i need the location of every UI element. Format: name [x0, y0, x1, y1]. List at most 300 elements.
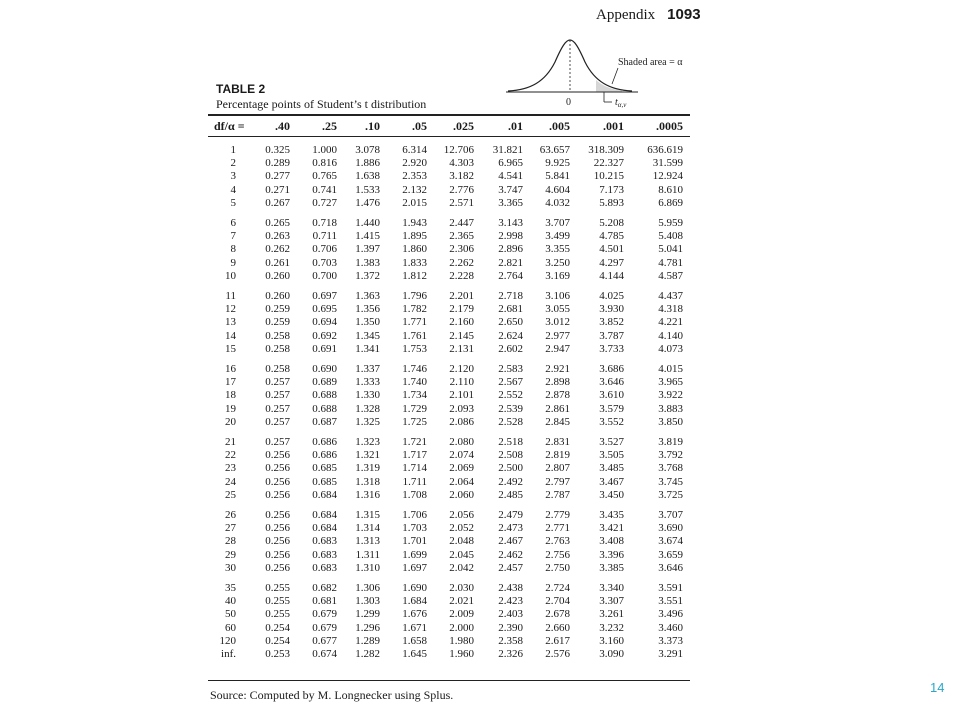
- table-cell: 1.638: [355, 170, 380, 183]
- table-cell: 10.215: [593, 170, 624, 183]
- table-cell: 0.691: [312, 342, 337, 355]
- table-cell: 0.257: [265, 376, 290, 389]
- table-cell: 2.353: [402, 170, 427, 183]
- table-cell: 1.372: [355, 269, 380, 282]
- table-cell: 3.307: [599, 595, 624, 608]
- table-cell: 2.660: [545, 621, 570, 634]
- table-cell: 2.821: [498, 256, 523, 269]
- table-cell: 2.326: [498, 648, 523, 660]
- table-cell: 0.262: [265, 243, 290, 256]
- table-cell: 3.355: [545, 243, 570, 256]
- table-cell: 0.684: [312, 488, 337, 501]
- table-cell: 2.473: [498, 522, 523, 535]
- table-cell: 12.924: [652, 170, 683, 183]
- table-cell: 4.025: [599, 290, 624, 302]
- table-cell: 2.306: [449, 243, 474, 256]
- table-cell: 1.690: [402, 582, 427, 594]
- table-cell: 0.256: [265, 462, 290, 475]
- table-cell: 2.998: [498, 230, 523, 243]
- table-cell: 0.259: [265, 316, 290, 329]
- table-cell: 2.074: [449, 449, 474, 462]
- table-cell: 2.131: [449, 342, 474, 355]
- table-cell: 1.282: [355, 648, 380, 660]
- table-cell: 0.683: [312, 535, 337, 548]
- table-cell: 2.977: [545, 329, 570, 342]
- df-cell: 8: [230, 243, 236, 256]
- df-cell: 24: [225, 475, 236, 488]
- table-cell: 12.706: [443, 144, 474, 156]
- table-cell: 1.319: [355, 462, 380, 475]
- table-cell: 3.965: [658, 376, 683, 389]
- df-cell: 6: [230, 217, 236, 229]
- table-cell: 2.764: [498, 269, 523, 282]
- table-cell: 2.756: [545, 548, 570, 561]
- table-cell: 3.169: [545, 269, 570, 282]
- df-cell: 16: [225, 363, 236, 375]
- table-cell: 1.314: [355, 522, 380, 535]
- table-cell: 2.920: [402, 157, 427, 170]
- table-cell: 1.383: [355, 256, 380, 269]
- df-cell: 25: [225, 488, 236, 501]
- table-cell: 2.763: [545, 535, 570, 548]
- df-cell: 21: [225, 436, 236, 448]
- table-cell: 2.539: [498, 402, 523, 415]
- table-cell: 2.358: [498, 634, 523, 647]
- table-cell: 2.228: [449, 269, 474, 282]
- table-cell: 5.408: [658, 230, 683, 243]
- table-cell: 0.258: [265, 329, 290, 342]
- table-cell: 2.583: [498, 363, 523, 375]
- table-cell: 636.619: [647, 144, 683, 156]
- table-cell: 4.144: [599, 269, 624, 282]
- table-cell: 2.069: [449, 462, 474, 475]
- table-cell: 1.796: [402, 290, 427, 302]
- table-cell: 0.259: [265, 303, 290, 316]
- table-cell: 0.256: [265, 561, 290, 574]
- table-cell: 0.255: [265, 608, 290, 621]
- df-cell: 30: [225, 561, 236, 574]
- table-cell: 1.761: [402, 329, 427, 342]
- table-cell: 3.527: [599, 436, 624, 448]
- table-cell: 0.694: [312, 316, 337, 329]
- table-cell: 0.256: [265, 475, 290, 488]
- table-cell: 8.610: [658, 183, 683, 196]
- table-cell: 318.309: [588, 144, 624, 156]
- table-cell: 6.965: [498, 157, 523, 170]
- table-cell: 3.365: [498, 196, 523, 209]
- table-cell: 63.657: [539, 144, 570, 156]
- table-cell: 2.500: [498, 462, 523, 475]
- table-cell: 1.714: [402, 462, 427, 475]
- table-cell: 1.729: [402, 402, 427, 415]
- column-header: .25: [322, 119, 337, 133]
- df-cell: 13: [225, 316, 236, 329]
- table-cell: 1.289: [355, 634, 380, 647]
- table-cell: 4.303: [449, 157, 474, 170]
- table-cell: 2.831: [545, 436, 570, 448]
- table-cell: 3.496: [658, 608, 683, 621]
- table-cell: 3.182: [449, 170, 474, 183]
- table-cell: 3.232: [599, 621, 624, 634]
- shaded-area-label: Shaded area = α: [618, 57, 683, 68]
- df-cell: 12: [225, 303, 236, 316]
- table-cell: 0.679: [312, 621, 337, 634]
- table-cell: 2.878: [545, 389, 570, 402]
- table-cell: 1.703: [402, 522, 427, 535]
- table-cell: 0.256: [265, 449, 290, 462]
- table-cell: 2.650: [498, 316, 523, 329]
- table-cell: 1.960: [449, 648, 474, 660]
- table-cell: 2.896: [498, 243, 523, 256]
- df-cell: 20: [225, 415, 236, 428]
- table-cell: 3.707: [545, 217, 570, 229]
- table-cell: 3.733: [599, 342, 624, 355]
- table-cell: 4.015: [658, 363, 683, 375]
- df-cell: 5: [230, 196, 236, 209]
- column-header: .005: [549, 119, 570, 133]
- table-cell: 4.140: [658, 329, 683, 342]
- table-cell: 1.337: [355, 363, 380, 375]
- table-cell: 0.685: [312, 462, 337, 475]
- table-cell: 0.688: [312, 389, 337, 402]
- table-cell: 2.845: [545, 415, 570, 428]
- table-cell: 1.753: [402, 342, 427, 355]
- df-cell: 11: [225, 290, 236, 302]
- table-cell: 2.718: [498, 290, 523, 302]
- table-cell: 7.173: [599, 183, 624, 196]
- table-cell: 1.440: [355, 217, 380, 229]
- table-cell: 0.325: [265, 144, 290, 156]
- table-cell: 2.485: [498, 488, 523, 501]
- table-cell: 2.056: [449, 509, 474, 521]
- table-cell: 2.787: [545, 488, 570, 501]
- table-cell: 2.567: [498, 376, 523, 389]
- table-cell: 3.012: [545, 316, 570, 329]
- df-cell: 17: [225, 376, 236, 389]
- table-cell: 3.768: [658, 462, 683, 475]
- table-cell: 0.686: [312, 449, 337, 462]
- table-cell: 2.750: [545, 561, 570, 574]
- table-cell: 2.467: [498, 535, 523, 548]
- table-cell: 1.316: [355, 488, 380, 501]
- df-cell: 4: [230, 183, 236, 196]
- table-cell: 3.792: [658, 449, 683, 462]
- appendix-label: Appendix: [596, 7, 656, 23]
- table-cell: 2.009: [449, 608, 474, 621]
- table-cell: 0.257: [265, 389, 290, 402]
- table-cell: 2.921: [545, 363, 570, 375]
- table-cell: 1.330: [355, 389, 380, 402]
- table-cell: 2.617: [545, 634, 570, 647]
- table-cell: 2.457: [498, 561, 523, 574]
- table-cell: 5.841: [545, 170, 570, 183]
- header-rule: [208, 136, 690, 137]
- table-cell: 0.689: [312, 376, 337, 389]
- table-cell: 1.701: [402, 535, 427, 548]
- table-cell: 1.708: [402, 488, 427, 501]
- table-caption: Percentage points of Student’s t distribution: [216, 97, 427, 111]
- table-cell: 2.602: [498, 342, 523, 355]
- table-cell: 2.201: [449, 290, 474, 302]
- t-label: [615, 97, 627, 108]
- table-cell: 4.501: [599, 243, 624, 256]
- table-cell: 1.333: [355, 376, 380, 389]
- table-cell: 4.587: [658, 269, 683, 282]
- column-header-df: df/α =: [214, 119, 245, 133]
- table-cell: 0.683: [312, 561, 337, 574]
- table-cell: 3.373: [658, 634, 683, 647]
- table-cell: 0.253: [265, 648, 290, 660]
- table-cell: 1.771: [402, 316, 427, 329]
- table-cell: 3.396: [599, 548, 624, 561]
- table-cell: 1.782: [402, 303, 427, 316]
- df-cell: 120: [219, 634, 236, 647]
- df-cell: 15: [225, 342, 236, 355]
- df-cell: 29: [225, 548, 236, 561]
- table-cell: 4.541: [498, 170, 523, 183]
- table-cell: 3.707: [658, 509, 683, 521]
- table-cell: 3.690: [658, 522, 683, 535]
- table-cell: 3.250: [545, 256, 570, 269]
- table-cell: 4.032: [545, 196, 570, 209]
- table-cell: 1.341: [355, 342, 380, 355]
- table-cell: 1.299: [355, 608, 380, 621]
- table-cell: 0.697: [312, 290, 337, 302]
- table-cell: 0.684: [312, 522, 337, 535]
- table-cell: 2.045: [449, 548, 474, 561]
- table-cell: 3.261: [599, 608, 624, 621]
- table-cell: 2.518: [498, 436, 523, 448]
- table-cell: 0.706: [312, 243, 337, 256]
- table-cell: 1.706: [402, 509, 427, 521]
- table-cell: 1.697: [402, 561, 427, 574]
- table-cell: 3.674: [658, 535, 683, 548]
- table-cell: 2.947: [545, 342, 570, 355]
- table-cell: 0.692: [312, 329, 337, 342]
- table-cell: 0.255: [265, 582, 290, 594]
- table-cell: 1.671: [402, 621, 427, 634]
- table-cell: 5.041: [658, 243, 683, 256]
- table-cell: 1.313: [355, 535, 380, 548]
- table-cell: 0.718: [312, 217, 337, 229]
- table-cell: 1.684: [402, 595, 427, 608]
- shade-pointer: [612, 68, 618, 84]
- table-cell: 1.645: [402, 648, 427, 660]
- table-cell: 1.310: [355, 561, 380, 574]
- table-cell: 1.812: [402, 269, 427, 282]
- table-cell: 0.256: [265, 548, 290, 561]
- df-cell: 19: [225, 402, 236, 415]
- table-cell: 2.101: [449, 389, 474, 402]
- df-cell: 22: [225, 449, 236, 462]
- table-cell: 1.725: [402, 415, 427, 428]
- t-symbol: t: [615, 97, 618, 108]
- table-cell: 0.255: [265, 595, 290, 608]
- table-cell: 3.106: [545, 290, 570, 302]
- table-cell: 1.306: [355, 582, 380, 594]
- table-cell: 1.350: [355, 316, 380, 329]
- column-header: .025: [453, 119, 474, 133]
- table-cell: 2.093: [449, 402, 474, 415]
- df-cell: 60: [225, 621, 236, 634]
- table-cell: 3.850: [658, 415, 683, 428]
- table-cell: 2.447: [449, 217, 474, 229]
- table-cell: 3.552: [599, 415, 624, 428]
- t-subscript: α,ν: [617, 101, 627, 108]
- slide-number: 14: [930, 680, 945, 695]
- table-cell: 3.852: [599, 316, 624, 329]
- df-cell: inf.: [221, 648, 236, 660]
- table-cell: 4.073: [658, 342, 683, 355]
- table-cell: 0.289: [265, 157, 290, 170]
- table-cell: 4.781: [658, 256, 683, 269]
- page-number: 1093: [667, 6, 701, 23]
- table-cell: 3.160: [599, 634, 624, 647]
- table-cell: 3.499: [545, 230, 570, 243]
- table-cell: 2.048: [449, 535, 474, 548]
- table-cell: 2.571: [449, 196, 474, 209]
- table-cell: 0.271: [265, 183, 290, 196]
- table-cell: 0.765: [312, 170, 337, 183]
- table-cell: 1.363: [355, 290, 380, 302]
- table-cell: 2.861: [545, 402, 570, 415]
- table-cell: 0.254: [265, 621, 290, 634]
- table-cell: 2.179: [449, 303, 474, 316]
- table-cell: 2.052: [449, 522, 474, 535]
- df-cell: 23: [225, 462, 236, 475]
- table-cell: 3.922: [658, 389, 683, 402]
- table-cell: 0.256: [265, 535, 290, 548]
- table-cell: 0.682: [312, 582, 337, 594]
- table-cell: 2.624: [498, 329, 523, 342]
- table-cell: 0.711: [312, 230, 337, 243]
- table-cell: 0.688: [312, 402, 337, 415]
- table-cell: 0.681: [312, 595, 337, 608]
- table-cell: 2.262: [449, 256, 474, 269]
- table-cell: 2.438: [498, 582, 523, 594]
- table-cell: 2.492: [498, 475, 523, 488]
- table-cell: 3.450: [599, 488, 624, 501]
- table-cell: 1.318: [355, 475, 380, 488]
- table-cell: 3.646: [599, 376, 624, 389]
- table-cell: 1.860: [402, 243, 427, 256]
- table-cell: 2.552: [498, 389, 523, 402]
- source-note: Source: Computed by M. Longnecker using Splus.: [210, 688, 454, 702]
- df-cell: 10: [225, 269, 236, 282]
- table-cell: 1.476: [355, 196, 380, 209]
- table-cell: 2.064: [449, 475, 474, 488]
- column-header: .01: [508, 119, 523, 133]
- table-cell: 4.604: [545, 183, 570, 196]
- table-cell: 0.700: [312, 269, 337, 282]
- top-rule: [208, 114, 690, 116]
- bottom-rule: [208, 680, 690, 681]
- table-cell: 0.258: [265, 342, 290, 355]
- table-cell: 3.485: [599, 462, 624, 475]
- table-cell: 2.704: [545, 595, 570, 608]
- table-cell: 0.686: [312, 436, 337, 448]
- table-cell: 2.898: [545, 376, 570, 389]
- table-cell: 1.356: [355, 303, 380, 316]
- table-cell: 2.681: [498, 303, 523, 316]
- table-cell: 0.256: [265, 522, 290, 535]
- table-cell: 3.385: [599, 561, 624, 574]
- table-cell: 2.508: [498, 449, 523, 462]
- table-cell: 2.120: [449, 363, 474, 375]
- table-cell: 0.257: [265, 415, 290, 428]
- table-cell: 1.321: [355, 449, 380, 462]
- table-cell: 3.930: [599, 303, 624, 316]
- table-cell: 3.408: [599, 535, 624, 548]
- table-cell: 1.000: [312, 144, 337, 156]
- table-cell: 2.080: [449, 436, 474, 448]
- table-cell: 2.042: [449, 561, 474, 574]
- table-cell: 0.816: [312, 157, 337, 170]
- table-cell: 0.684: [312, 509, 337, 521]
- table-cell: 2.132: [402, 183, 427, 196]
- table-cell: 1.721: [402, 436, 427, 448]
- df-cell: 3: [230, 170, 236, 183]
- df-cell: 28: [225, 535, 236, 548]
- table-cell: 0.254: [265, 634, 290, 647]
- df-cell: 18: [225, 389, 236, 402]
- table-cell: 2.576: [545, 648, 570, 660]
- table-cell: 2.110: [449, 376, 474, 389]
- table-cell: 22.327: [593, 157, 624, 170]
- table-cell: 0.683: [312, 548, 337, 561]
- table-cell: 3.659: [658, 548, 683, 561]
- table-cell: 0.727: [312, 196, 337, 209]
- table-cell: 3.090: [599, 648, 624, 660]
- df-cell: 7: [230, 230, 236, 243]
- table-cell: 3.686: [599, 363, 624, 375]
- table-cell: 1.315: [355, 509, 380, 521]
- table-cell: 0.263: [265, 230, 290, 243]
- table-cell: 2.021: [449, 595, 474, 608]
- table-cell: 2.528: [498, 415, 523, 428]
- table-cell: 3.460: [658, 621, 683, 634]
- table-cell: 1.328: [355, 402, 380, 415]
- table-cell: 0.256: [265, 509, 290, 521]
- table-cell: 2.403: [498, 608, 523, 621]
- table-cell: 2.771: [545, 522, 570, 535]
- table-cell: 0.260: [265, 290, 290, 302]
- df-cell: 50: [225, 608, 236, 621]
- table-cell: 0.261: [265, 256, 290, 269]
- table-cell: 0.257: [265, 402, 290, 415]
- table-cell: 1.296: [355, 621, 380, 634]
- table-cell: 0.267: [265, 196, 290, 209]
- t-distribution-figure: [500, 34, 700, 108]
- table-cell: 4.437: [658, 290, 683, 302]
- table-cell: 2.678: [545, 608, 570, 621]
- table-cell: 2.145: [449, 329, 474, 342]
- table-cell: 2.030: [449, 582, 474, 594]
- df-cell: 1: [230, 144, 236, 156]
- table-cell: 0.260: [265, 269, 290, 282]
- table-label: TABLE 2: [216, 82, 266, 96]
- table-cell: 3.610: [599, 389, 624, 402]
- table-cell: 0.277: [265, 170, 290, 183]
- df-cell: 26: [225, 509, 236, 521]
- table-cell: 2.390: [498, 621, 523, 634]
- df-cell: 35: [225, 582, 236, 594]
- table-cell: 1.325: [355, 415, 380, 428]
- table-cell: 31.599: [652, 157, 683, 170]
- table-cell: 3.745: [658, 475, 683, 488]
- table-cell: 0.674: [312, 648, 337, 660]
- table-cell: 3.579: [599, 402, 624, 415]
